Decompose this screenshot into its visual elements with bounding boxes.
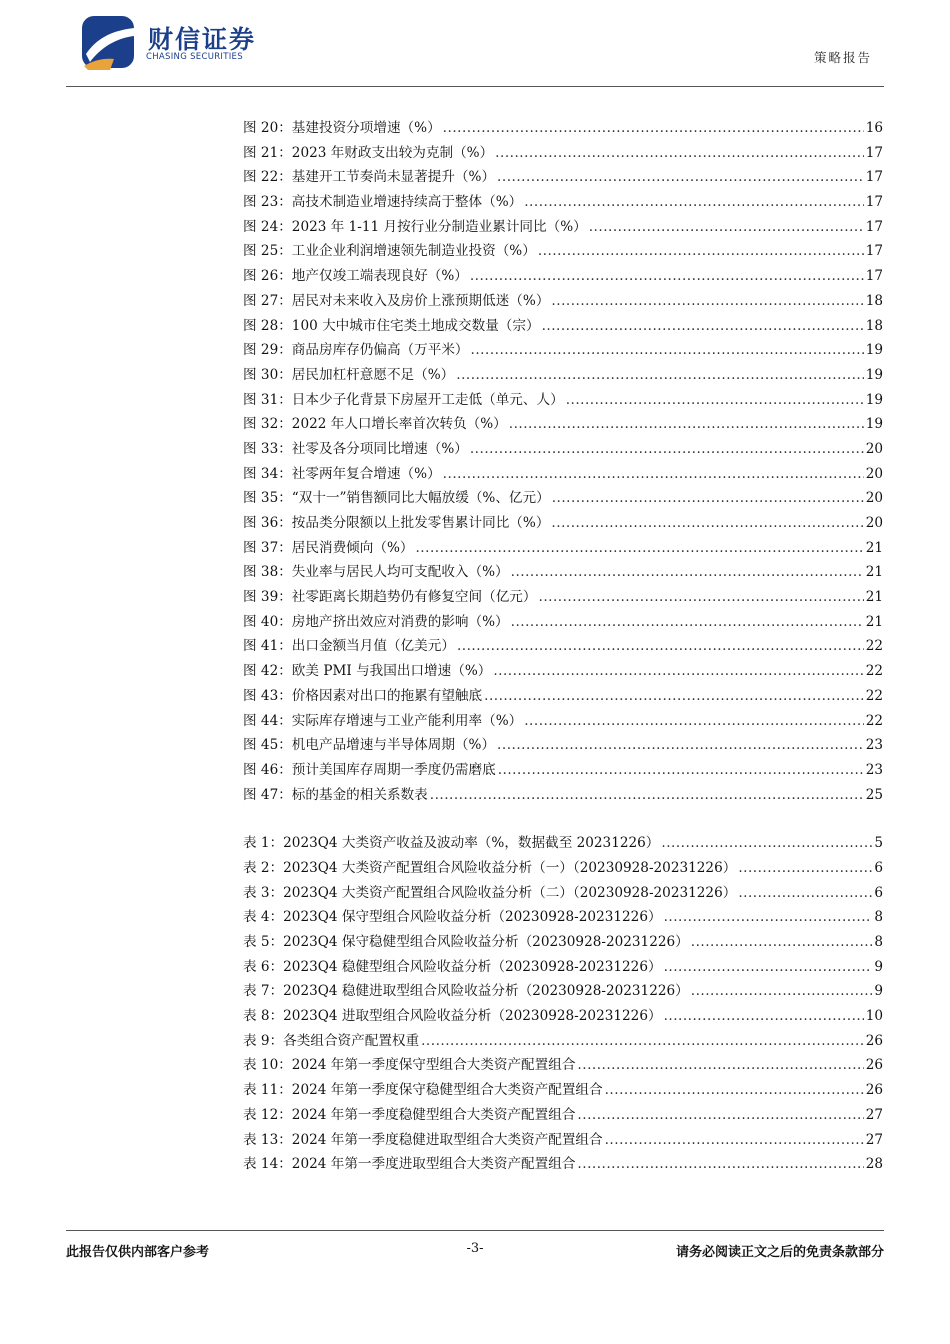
dot-leader xyxy=(551,293,863,309)
dot-leader xyxy=(539,589,864,605)
figure-entry[interactable] xyxy=(243,511,883,536)
figure-entry-label: 图 46：预计美国库存周期一季度仍需磨底 xyxy=(243,761,496,778)
table-entry[interactable] xyxy=(243,1078,883,1103)
table-entry-page: 6 xyxy=(874,859,883,876)
dot-leader xyxy=(511,564,864,580)
figure-entry-page: 19 xyxy=(865,416,883,433)
table-of-contents xyxy=(243,116,883,1177)
company-logo-icon xyxy=(80,14,136,72)
figure-entry[interactable] xyxy=(243,783,883,808)
figure-entry[interactable] xyxy=(243,239,883,264)
figure-entry-label: 图 36：按品类分限额以上批发零售累计同比（%） xyxy=(243,515,550,531)
dot-leader xyxy=(691,983,873,999)
figure-entry[interactable] xyxy=(243,659,883,684)
figure-entry[interactable] xyxy=(243,486,883,511)
table-entry-label: 表 7：2023Q4 稳健进取型组合风险收益分析（20230928-20231226） xyxy=(243,983,689,1000)
figure-entry[interactable] xyxy=(243,536,883,561)
table-entry[interactable] xyxy=(243,856,883,881)
dot-leader xyxy=(664,1008,864,1024)
dot-leader xyxy=(661,835,872,851)
section-gap xyxy=(243,807,883,831)
dot-leader xyxy=(430,787,864,803)
figure-entry-page: 20 xyxy=(865,490,883,507)
table-entry-label: 表 1：2023Q4 大类资产收益及波动率（%，数据截至 20231226） xyxy=(243,835,660,852)
dot-leader xyxy=(664,959,873,975)
table-entry-label: 表 12：2024 年第一季度稳健型组合大类资产配置组合 xyxy=(243,1106,576,1123)
figure-entry-label: 图 47：标的基金的相关系数表 xyxy=(243,786,428,803)
dot-leader xyxy=(497,737,864,753)
figure-entry-page: 23 xyxy=(865,761,883,778)
figure-entry-label: 图 33：社零及各分项同比增速（%） xyxy=(243,440,468,457)
dot-leader xyxy=(738,860,872,876)
figure-entry-page: 19 xyxy=(865,366,883,383)
figure-entry[interactable] xyxy=(243,560,883,585)
figure-entry[interactable] xyxy=(243,709,883,734)
table-entry-page: 26 xyxy=(865,1057,883,1074)
dot-leader xyxy=(421,1033,864,1049)
figure-entry-page: 16 xyxy=(865,120,883,136)
footer-notice: 请务必阅读正文之后的免责条款部分 xyxy=(675,1245,884,1260)
table-entry-label: 表 6：2023Q4 稳健型组合风险收益分析（20230928-20231226） xyxy=(243,958,662,975)
dot-leader xyxy=(471,342,864,358)
figure-entry[interactable] xyxy=(243,610,883,635)
figure-entry-page: 20 xyxy=(865,465,883,482)
table-entry[interactable] xyxy=(243,1004,883,1029)
figure-entry-page: 21 xyxy=(865,613,883,630)
dot-leader xyxy=(542,318,864,334)
dot-leader xyxy=(509,416,864,432)
dot-leader xyxy=(605,1132,864,1148)
figure-entry-page: 18 xyxy=(865,317,883,334)
dot-leader xyxy=(577,1107,863,1123)
dot-leader xyxy=(497,169,864,185)
figure-entry[interactable] xyxy=(243,314,883,339)
figure-entry[interactable] xyxy=(243,141,883,166)
table-entry-page: 9 xyxy=(874,958,883,975)
table-entry[interactable] xyxy=(243,955,883,980)
table-entry-label: 表 4：2023Q4 保守型组合风险收益分析（20230928-20231226） xyxy=(243,909,662,926)
figure-entry[interactable] xyxy=(243,634,883,659)
figure-entry-label: 图 20：基建投资分项增速（%） xyxy=(243,120,441,136)
dot-leader xyxy=(524,194,863,210)
figure-entry[interactable] xyxy=(243,116,883,141)
figure-entry-label: 图 45：机电产品增速与半导体周期（%） xyxy=(243,737,496,754)
figure-entry-label: 图 25：工业企业利润增速领先制造业投资（%） xyxy=(243,243,536,260)
figure-entry-label: 图 44：实际库存增速与工业产能利用率（%） xyxy=(243,712,523,729)
table-entry-page: 26 xyxy=(865,1032,883,1049)
dot-leader xyxy=(524,713,863,729)
figure-entry-label: 图 22：基建开工节奏尚未显著提升（%） xyxy=(243,169,496,186)
figure-entry-page: 20 xyxy=(865,515,883,531)
table-entry-page: 8 xyxy=(874,909,883,926)
dot-leader xyxy=(566,392,864,408)
figure-entry-label: 图 26：地产仅竣工端表现良好（%） xyxy=(243,268,468,285)
figure-entry-label: 图 27：居民对未来收入及房价上涨预期低迷（%） xyxy=(243,292,550,309)
dot-leader xyxy=(589,219,864,235)
figure-entry[interactable] xyxy=(243,758,883,783)
figure-entry[interactable] xyxy=(243,190,883,215)
table-entry[interactable] xyxy=(243,905,883,930)
dot-leader xyxy=(443,120,864,136)
dot-leader xyxy=(691,934,873,950)
table-entry-page: 10 xyxy=(865,1008,883,1025)
figure-entry-page: 22 xyxy=(865,687,883,704)
table-entry[interactable] xyxy=(243,1128,883,1153)
figure-entry-page: 21 xyxy=(865,589,883,606)
table-list xyxy=(243,831,883,1177)
dot-leader xyxy=(664,909,873,925)
figure-entry-page: 17 xyxy=(865,243,883,260)
dot-leader xyxy=(552,490,864,506)
figure-entry-label: 图 40：房地产挤出效应对消费的影响（%） xyxy=(243,613,509,630)
figure-entry-label: 图 43：价格因素对出口的拖累有望触底 xyxy=(243,687,483,704)
figure-entry[interactable] xyxy=(243,585,883,610)
figure-entry-page: 22 xyxy=(865,712,883,729)
figure-entry[interactable] xyxy=(243,733,883,758)
figure-entry-label: 图 21：2023 年财政支出较为克制（%） xyxy=(243,144,494,161)
table-entry-page: 8 xyxy=(874,934,883,950)
figure-entry-page: 17 xyxy=(865,268,883,285)
figure-entry-label: 图 28：100 大中城市住宅类土地成交数量（宗） xyxy=(243,317,540,334)
figure-entry-label: 图 35：“双十一”销售额同比大幅放缓（%、亿元） xyxy=(243,490,550,507)
dot-leader xyxy=(470,268,864,284)
table-entry[interactable] xyxy=(243,881,883,906)
brand-name-en: CHASING SECURITIES xyxy=(146,52,243,62)
figure-entry-label: 图 31：日本少子化背景下房屋开工走低（单元、人） xyxy=(243,391,564,408)
figure-entry-page: 20 xyxy=(865,440,883,457)
figure-entry-page: 21 xyxy=(865,564,883,581)
figure-entry[interactable] xyxy=(243,165,883,190)
table-entry-page: 9 xyxy=(874,983,883,1000)
table-entry-label: 表 13：2024 年第一季度稳健进取型组合大类资产配置组合 xyxy=(243,1131,603,1148)
figure-entry[interactable] xyxy=(243,338,883,363)
figure-entry[interactable] xyxy=(243,462,883,487)
dot-leader xyxy=(577,1057,863,1073)
table-entry-page: 28 xyxy=(865,1156,883,1173)
figure-entry-page: 17 xyxy=(865,144,883,161)
dot-leader xyxy=(738,885,872,901)
figure-entry-page: 25 xyxy=(865,786,883,803)
dot-leader xyxy=(415,540,863,556)
figure-entry-label: 图 39：社零距离长期趋势仍有修复空间（亿元） xyxy=(243,589,537,606)
table-entry-label: 表 14：2024 年第一季度进取型组合大类资产配置组合 xyxy=(243,1156,576,1173)
dot-leader xyxy=(457,638,864,654)
table-entry-label: 表 5：2023Q4 保守稳健型组合风险收益分析（20230928-20231226） xyxy=(243,934,689,950)
table-entry-page: 27 xyxy=(865,1131,883,1148)
figure-entry[interactable] xyxy=(243,388,883,413)
table-entry-page: 27 xyxy=(865,1106,883,1123)
dot-leader xyxy=(456,367,863,383)
dot-leader xyxy=(493,663,863,679)
page-number: -3- xyxy=(466,1241,484,1256)
dot-leader xyxy=(577,1156,863,1172)
table-entry-page: 26 xyxy=(865,1082,883,1099)
figure-entry-label: 图 29：商品房库存仍偏高（万平米） xyxy=(243,342,469,359)
figure-entry-label: 图 42：欧美 PMI 与我国出口增速（%） xyxy=(243,663,492,680)
table-entry-label: 表 2：2023Q4 大类资产配置组合风险收益分析（一）（20230928-20231226） xyxy=(243,859,737,876)
figure-entry-page: 21 xyxy=(865,539,883,556)
figure-entry-label: 图 32：2022 年人口增长率首次转负（%） xyxy=(243,416,507,433)
figure-entry-page: 18 xyxy=(865,292,883,309)
dot-leader xyxy=(551,515,863,531)
report-type: 策略报告 xyxy=(813,50,872,65)
table-entry[interactable] xyxy=(243,930,883,955)
dot-leader xyxy=(484,688,864,704)
dot-leader xyxy=(605,1082,864,1098)
dot-leader xyxy=(443,466,864,482)
dot-leader xyxy=(498,762,864,778)
dot-leader xyxy=(495,145,864,161)
table-entry-label: 表 3：2023Q4 大类资产配置组合风险收益分析（二）（20230928-20231226） xyxy=(243,884,737,901)
table-entry-label: 表 8：2023Q4 进取型组合风险收益分析（20230928-20231226） xyxy=(243,1008,662,1025)
figure-entry[interactable] xyxy=(243,412,883,437)
figure-entry-page: 17 xyxy=(865,218,883,235)
dot-leader xyxy=(470,441,864,457)
figure-entry-page: 19 xyxy=(865,342,883,359)
table-entry[interactable] xyxy=(243,1029,883,1054)
figure-entry-label: 图 23：高技术制造业增速持续高于整体（%） xyxy=(243,194,523,211)
figure-entry[interactable] xyxy=(243,437,883,462)
table-entry-label: 表 9：各类组合资产配置权重 xyxy=(243,1032,420,1049)
table-entry[interactable] xyxy=(243,1103,883,1128)
figure-entry-page: 17 xyxy=(865,194,883,211)
figure-entry[interactable] xyxy=(243,363,883,388)
figure-entry-page: 22 xyxy=(865,663,883,680)
table-entry[interactable] xyxy=(243,1152,883,1177)
table-entry-label: 表 11：2024 年第一季度保守稳健型组合大类资产配置组合 xyxy=(243,1082,603,1099)
figure-list xyxy=(243,116,883,807)
table-entry-page: 5 xyxy=(874,835,883,852)
figure-entry-label: 图 30：居民加杠杆意愿不足（%） xyxy=(243,366,455,383)
figure-entry[interactable] xyxy=(243,684,883,709)
figure-entry-page: 23 xyxy=(865,737,883,754)
figure-entry-label: 图 37：居民消费倾向（%） xyxy=(243,539,414,556)
table-entry[interactable] xyxy=(243,831,883,856)
figure-entry-page: 22 xyxy=(865,638,883,655)
table-entry[interactable] xyxy=(243,1053,883,1078)
figure-entry-label: 图 24：2023 年 1-11 月按行业分制造业累计同比（%） xyxy=(243,218,587,235)
footer-divider xyxy=(66,1230,884,1231)
figure-entry-page: 19 xyxy=(865,391,883,408)
brand-name-cn: 财信证券 xyxy=(148,25,257,54)
table-entry-page: 6 xyxy=(874,884,883,901)
figure-entry-label: 图 38：失业率与居民人均可支配收入（%） xyxy=(243,564,509,581)
page-header xyxy=(66,14,884,87)
figure-entry[interactable] xyxy=(243,289,883,314)
figure-entry[interactable] xyxy=(243,215,883,240)
table-entry[interactable] xyxy=(243,979,883,1004)
dot-leader xyxy=(511,614,864,630)
table-entry-label: 表 10：2024 年第一季度保守型组合大类资产配置组合 xyxy=(243,1057,576,1074)
figure-entry-label: 图 34：社零两年复合增速（%） xyxy=(243,465,441,482)
figure-entry[interactable] xyxy=(243,264,883,289)
figure-entry-page: 17 xyxy=(865,169,883,186)
figure-entry-label: 图 41：出口金额当月值（亿美元） xyxy=(243,638,455,655)
footer-disclaimer: 此报告仅供内部客户参考 xyxy=(66,1245,210,1260)
dot-leader xyxy=(538,243,864,259)
